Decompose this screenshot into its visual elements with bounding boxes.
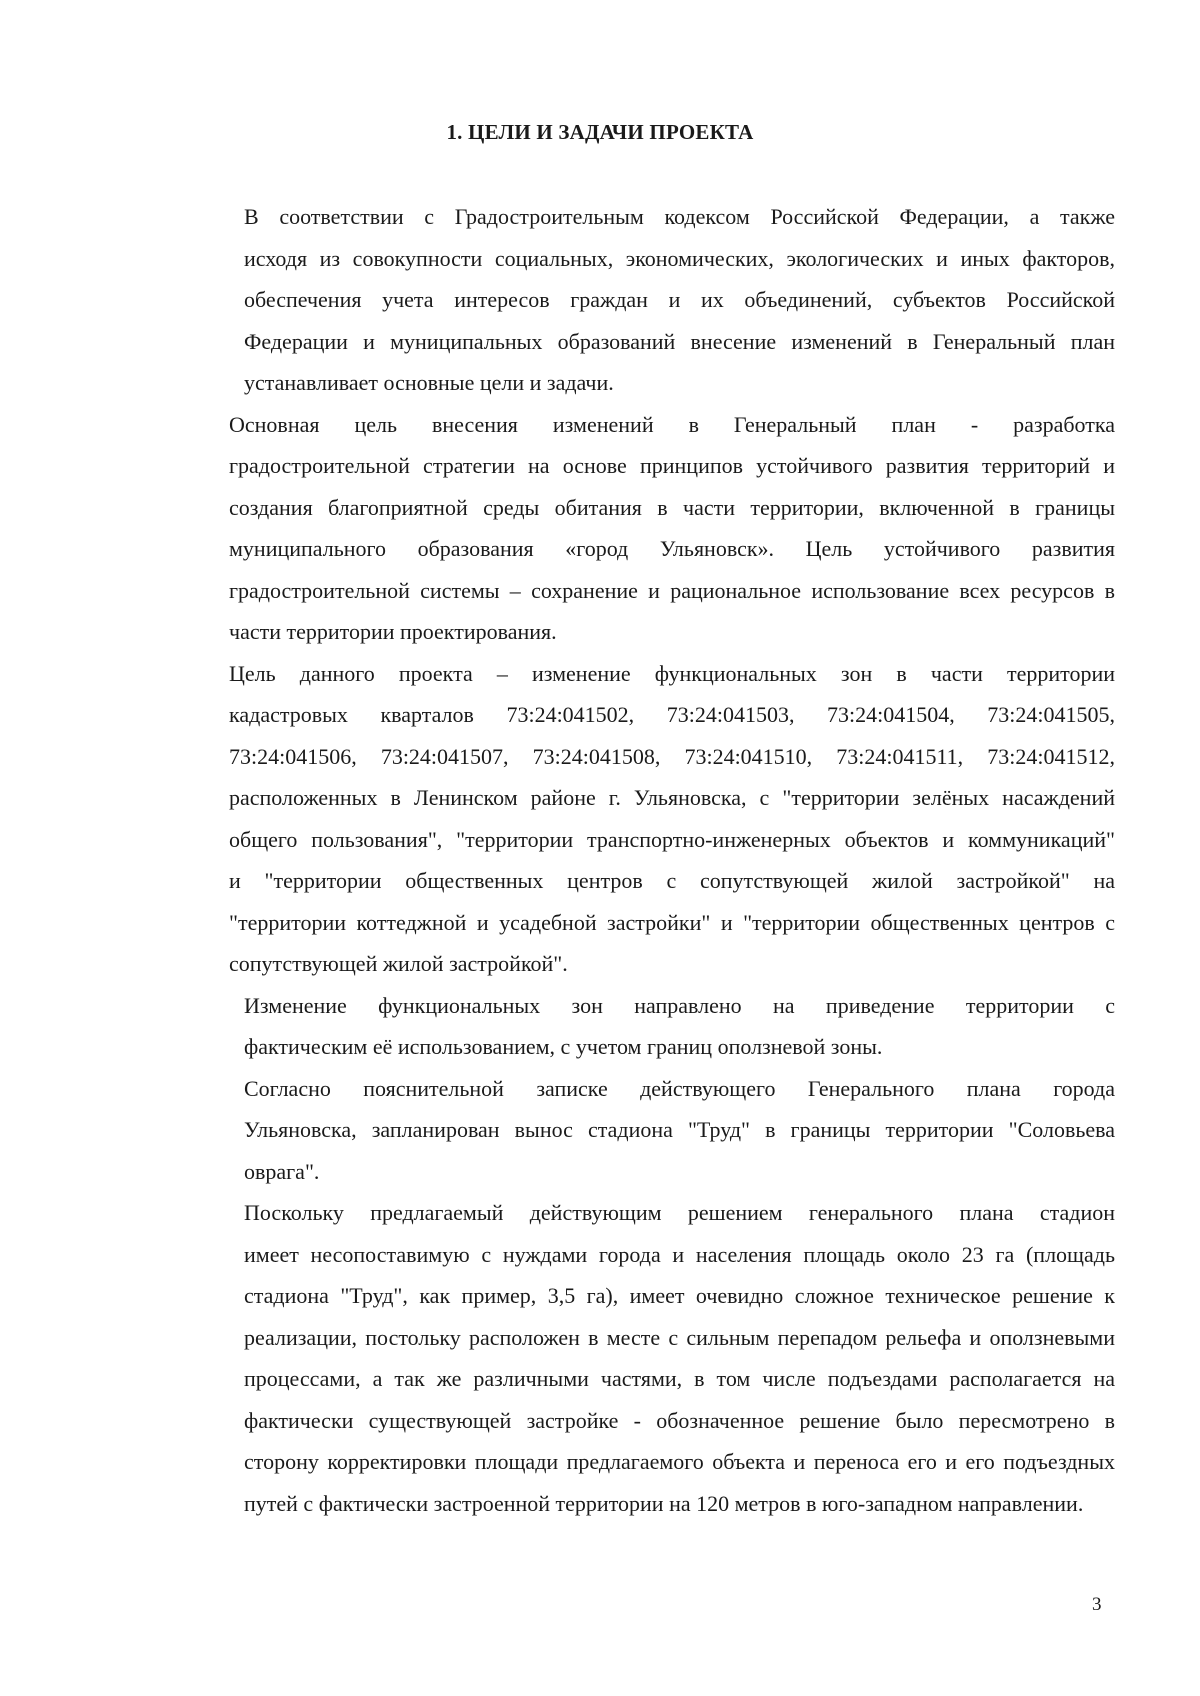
text-line: реализации, постольку расположен в месте с сильным перепадом рельефа и оползневыми <box>244 1324 1115 1350</box>
paragraph <box>172 1192 1115 1524</box>
text-line: обеспечения учета интересов граждан и их объединений, субъектов Российской <box>244 287 1115 312</box>
text-line: исходя из совокупности социальных, экономических, экологических и иных факторов, <box>244 245 1115 271</box>
text-line: путей с фактически застроенной территории на 120 метров в юго-западном направлении. <box>244 1490 1084 1516</box>
text-line: муниципального образования «город Ульяновск». Цель устойчивого развития <box>229 536 1115 561</box>
text-line: общего пользования", "территории транспортно-инженерных объектов и коммуникаций" <box>229 826 1115 852</box>
text-line: 73:24:041506, 73:24:041507, 73:24:041508, 73:24:041510, 73:24:041511, 73:24:041512, <box>229 743 1115 769</box>
text-line: расположенных в Ленинском районе г. Ульяновска, с "территории зелёных насаждений <box>229 785 1115 810</box>
body-text <box>172 196 1115 1524</box>
text-line: В соответствии с Градостроительным кодексом Российской Федерации, а также <box>244 204 1115 229</box>
page-number: 3 <box>1092 1594 1102 1615</box>
text-line: кадастровых кварталов 73:24:041502, 73:24:041503, 73:24:041504, 73:24:041505, <box>229 702 1115 727</box>
text-line: сопутствующей жилой застройкой". <box>229 951 568 976</box>
text-line: имеет несопоставимую с нуждами города и населения площадь около 23 га (площадь <box>244 1241 1115 1267</box>
paragraph <box>172 196 1115 404</box>
text-line: и "территории общественных центров с сопутствующей жилой застройкой" на <box>229 868 1115 893</box>
paragraph <box>172 404 1115 653</box>
paragraph <box>172 985 1115 1068</box>
text-line: Основная цель внесения изменений в Генеральный план - разработка <box>229 411 1115 437</box>
text-line: Федерации и муниципальных образований внесение изменений в Генеральный план <box>244 328 1115 354</box>
text-line: создания благоприятной среды обитания в части территории, включенной в границы <box>229 494 1115 520</box>
paragraph <box>172 1068 1115 1193</box>
text-line: Поскольку предлагаемый действующим решением генерального плана стадион <box>244 1200 1115 1225</box>
text-line: процессами, а так же различными частями, в том числе подъездами располагается на <box>244 1366 1115 1391</box>
text-line: части территории проектирования. <box>229 619 557 644</box>
text-line: Согласно пояснительной записке действующего Генерального плана города <box>244 1075 1115 1101</box>
section-heading: 1. ЦЕЛИ И ЗАДАЧИ ПРОЕКТА <box>446 120 754 144</box>
text-line: "территории коттеджной и усадебной застройки" и "территории общественных центров с <box>229 909 1115 935</box>
text-line: фактическим её использованием, с учетом границ оползневой зоны. <box>244 1034 883 1059</box>
paragraph <box>172 653 1115 985</box>
text-line: сторону корректировки площади предлагаемого объекта и переноса его и его подъездных <box>244 1449 1115 1474</box>
text-line: стадиона "Труд", как пример, 3,5 га), имеет очевидно сложное техническое решение к <box>244 1283 1115 1308</box>
text-line: градостроительной стратегии на основе принципов устойчивого развития территорий и <box>229 453 1115 478</box>
text-line: фактически существующей застройке - обозначенное решение было пересмотрено в <box>244 1407 1115 1433</box>
text-line: Цель данного проекта – изменение функциональных зон в части территории <box>229 660 1115 686</box>
text-line: градостроительной системы – сохранение и рациональное использование всех ресурсов в <box>229 577 1115 603</box>
text-line: Изменение функциональных зон направлено на приведение территории с <box>244 992 1115 1018</box>
text-line: оврага". <box>244 1158 320 1184</box>
text-line: Ульяновска, запланирован вынос стадиона "Труд" в границы территории "Соловьева <box>244 1117 1115 1142</box>
text-line: устанавливает основные цели и задачи. <box>244 370 614 395</box>
